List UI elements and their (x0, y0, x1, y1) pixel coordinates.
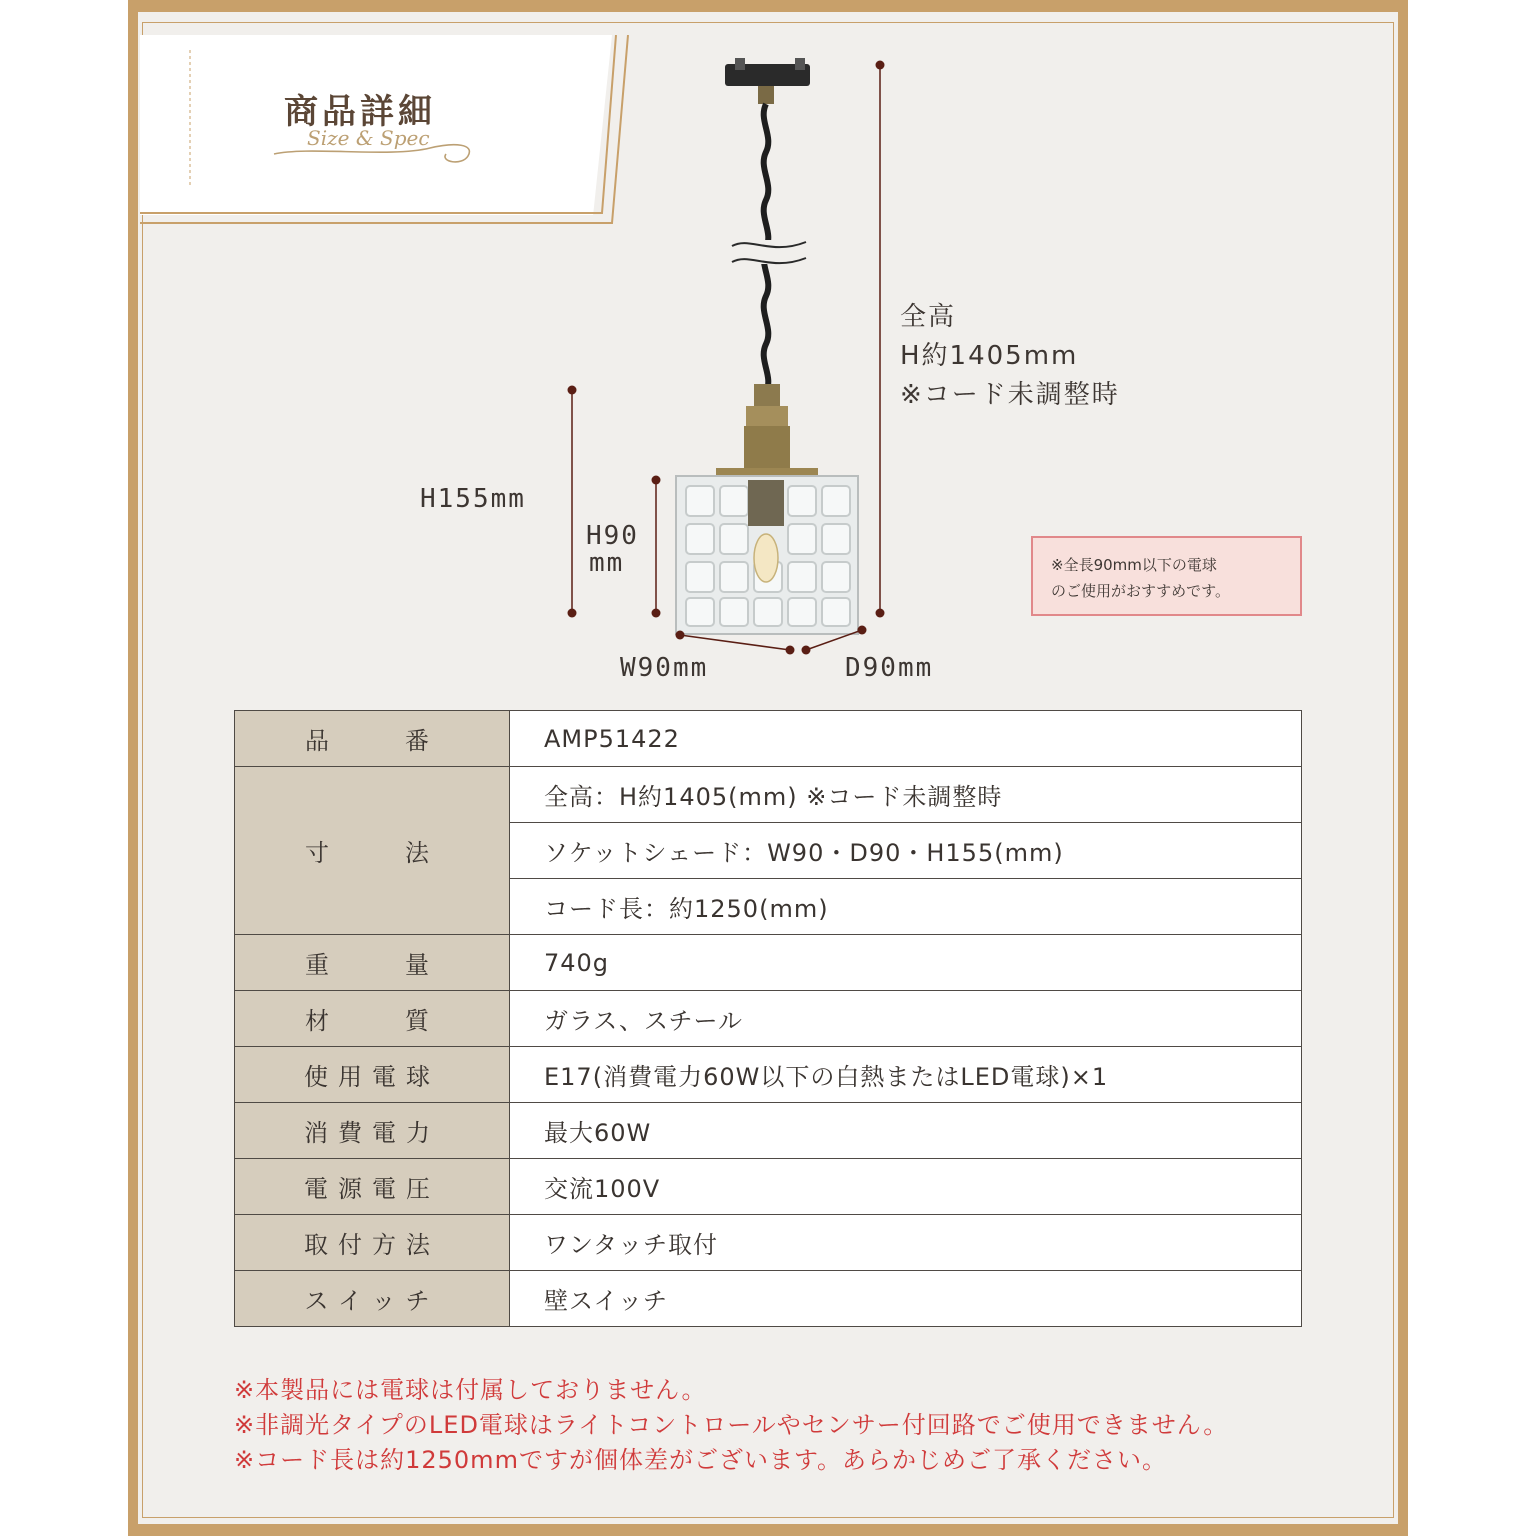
shade-height-label-line2: mm (589, 548, 625, 578)
spec-value-power: 最大60W (510, 1103, 1302, 1159)
page-title: 商品詳細 (284, 92, 436, 132)
table-row (235, 767, 1302, 823)
spec-value-model: AMP51422 (510, 711, 1302, 767)
table-row (235, 1215, 1302, 1271)
depth-label: D90mm (845, 653, 934, 683)
total-height-title: 全高 (900, 302, 957, 332)
spec-label-power: 消費電力 (235, 1103, 510, 1159)
spec-label-install: 取付方法 (235, 1215, 510, 1271)
caution-note-3: ※コード長は約1250mmですが個体差がございます。あらかじめご了承ください。 (234, 1446, 1168, 1474)
spec-label-model: 品 番 (235, 711, 510, 767)
table-row (235, 935, 1302, 991)
bulb-note-box (1031, 536, 1302, 616)
table-row (235, 1271, 1302, 1327)
spec-value-size-cord: コード長：約1250(mm) (510, 879, 1302, 935)
spec-value-bulb: E17(消費電力60W以下の白熱またはLED電球)×1 (510, 1047, 1302, 1103)
bulb-note-line2: のご使用がおすすめです。 (1051, 582, 1230, 600)
spec-value-weight: 740g (510, 935, 1302, 991)
total-height-label (900, 298, 1120, 415)
table-row (235, 1103, 1302, 1159)
width-label: W90mm (620, 653, 709, 683)
spec-table (234, 710, 1302, 1327)
spec-value-size-shade: ソケットシェード：W90・D90・H155(mm) (510, 823, 1302, 879)
caution-note-2: ※非調光タイプのLED電球はライトコントロールやセンサー付回路でご使用できません。 (234, 1411, 1229, 1439)
spec-label-switch: スイッチ (235, 1271, 510, 1327)
spec-label-material: 材 質 (235, 991, 510, 1047)
total-height-value: H約1405mm (900, 341, 1079, 371)
title-swash-decoration (270, 132, 480, 172)
bulb-note-line1: ※全長90mm以下の電球 (1051, 556, 1217, 574)
spec-label-bulb: 使用電球 (235, 1047, 510, 1103)
spec-label-voltage: 電源電圧 (235, 1159, 510, 1215)
caution-note-1: ※本製品には電球は付属しておりません。 (234, 1376, 707, 1404)
socket-height-label: H155mm (420, 484, 526, 514)
shade-height-label-line1: H90 (586, 521, 639, 551)
spec-label-weight: 重 量 (235, 935, 510, 991)
spec-value-switch: 壁スイッチ (510, 1271, 1302, 1327)
spec-value-material: ガラス、スチール (510, 991, 1302, 1047)
spec-label-size: 寸 法 (235, 767, 510, 935)
spec-value-voltage: 交流100V (510, 1159, 1302, 1215)
table-row (235, 711, 1302, 767)
spec-value-install: ワンタッチ取付 (510, 1215, 1302, 1271)
caution-notes (234, 1373, 1228, 1478)
table-row (235, 1159, 1302, 1215)
spec-value-size-total: 全高：H約1405(mm) ※コード未調整時 (510, 767, 1302, 823)
table-row (235, 991, 1302, 1047)
total-height-note: ※コード未調整時 (900, 380, 1120, 410)
table-row (235, 1047, 1302, 1103)
page-subtitle: Size & Spec (307, 126, 430, 150)
